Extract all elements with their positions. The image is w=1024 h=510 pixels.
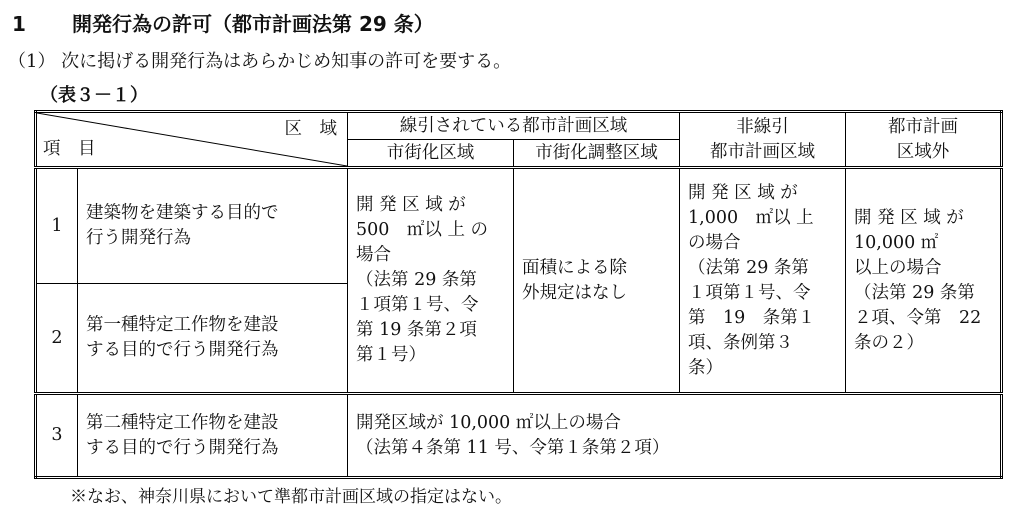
shigaika-line: （法第 29 条第 — [356, 270, 477, 290]
hisenbiki-line: 開 発 区 域 が — [688, 182, 798, 203]
hisenbiki-line: 1,000 ㎡以 上 — [688, 207, 814, 228]
shigaika-line: 場合 — [356, 245, 391, 265]
header-outside-line2: 区域外 — [896, 141, 950, 162]
outside-line: ２項、令第 22 — [854, 307, 982, 328]
row2-item-line1: 第一種特定工作物を建設 — [86, 315, 279, 335]
hisenbiki-line: １項第１号、令 — [688, 282, 811, 303]
row3-item — [78, 394, 348, 478]
shigaika-cell — [348, 168, 514, 394]
header-outside-line1: 都市計画 — [888, 116, 958, 137]
row1-item-line2: 行う開発行為 — [86, 228, 191, 248]
outside-line: 条の２） — [854, 332, 924, 353]
corner-header — [36, 112, 348, 168]
header-hisenbiki — [680, 112, 846, 168]
row1-number: 1 — [36, 168, 78, 284]
outside-line: 10,000 ㎡ — [854, 232, 939, 253]
shigaika-line: 500 ㎡以 上 の — [356, 220, 489, 240]
outside-line: 以上の場合 — [854, 257, 942, 278]
row3-item-line1: 第二種特定工作物を建設 — [86, 412, 279, 433]
hisenbiki-line: （法第 29 条第 — [688, 257, 809, 278]
outside-line: 開 発 区 域 が — [854, 207, 964, 228]
row2-item-line2: する目的で行う開発行為 — [86, 340, 279, 360]
corner-item-label: 項 目 — [43, 139, 96, 159]
header-chosei: 市街化調整区域 — [514, 140, 680, 168]
footnote: ※なお、神奈川県において準都市計画区域の指定はない。 — [70, 487, 512, 507]
hisenbiki-line: 第 19 条第１ — [688, 307, 816, 328]
header-outside — [846, 112, 1002, 168]
chosei-line: 外規定はなし — [522, 282, 627, 303]
shigaika-line: １項第１号、令 — [356, 295, 479, 315]
shigaika-line: 第 19 条第２項 — [356, 320, 477, 340]
row3-value-line1: 開発区域が 10,000 ㎡以上の場合 — [356, 412, 621, 433]
header-shigaika: 市街化区域 — [348, 140, 514, 168]
row2-item — [78, 284, 348, 394]
corner-area-label: 区 域 — [284, 119, 337, 139]
heading-number: 1 — [12, 12, 26, 36]
row3-value-line2: （法第４条第 11 号、令第１条第２項） — [356, 437, 670, 458]
hisenbiki-line: 条） — [688, 357, 723, 378]
row2-number: 2 — [36, 284, 78, 394]
chosei-cell — [514, 168, 680, 394]
page-heading — [12, 8, 434, 37]
row3-number: 3 — [36, 394, 78, 478]
header-hisenbiki-line2: 都市計画区域 — [710, 141, 815, 162]
outside-cell — [846, 168, 1002, 394]
table-caption: （表３－１） — [40, 85, 148, 106]
header-senbiki: 線引されている都市計画区域 — [348, 112, 680, 140]
shigaika-line: 第１号） — [356, 345, 426, 365]
outside-line: （法第 29 条第 — [854, 282, 975, 303]
row1-item — [78, 168, 348, 284]
heading-title: 開発行為の許可（都市計画法第 29 条） — [72, 12, 434, 36]
shigaika-line: 開 発 区 域 が — [356, 195, 466, 215]
permit-table — [34, 110, 1003, 479]
row1-item-line1: 建築物を建築する目的で — [86, 203, 279, 223]
hisenbiki-cell — [680, 168, 846, 394]
header-hisenbiki-line1: 非線引 — [736, 116, 789, 137]
chosei-line: 面積による除 — [522, 257, 627, 278]
hisenbiki-line: の場合 — [688, 232, 741, 253]
row3-item-line2: する目的で行う開発行為 — [86, 437, 279, 458]
intro-text: （1） 次に掲げる開発行為はあらかじめ知事の許可を要する。 — [8, 51, 512, 72]
hisenbiki-line: 項、条例第３ — [688, 332, 793, 353]
row3-value — [348, 394, 1002, 478]
